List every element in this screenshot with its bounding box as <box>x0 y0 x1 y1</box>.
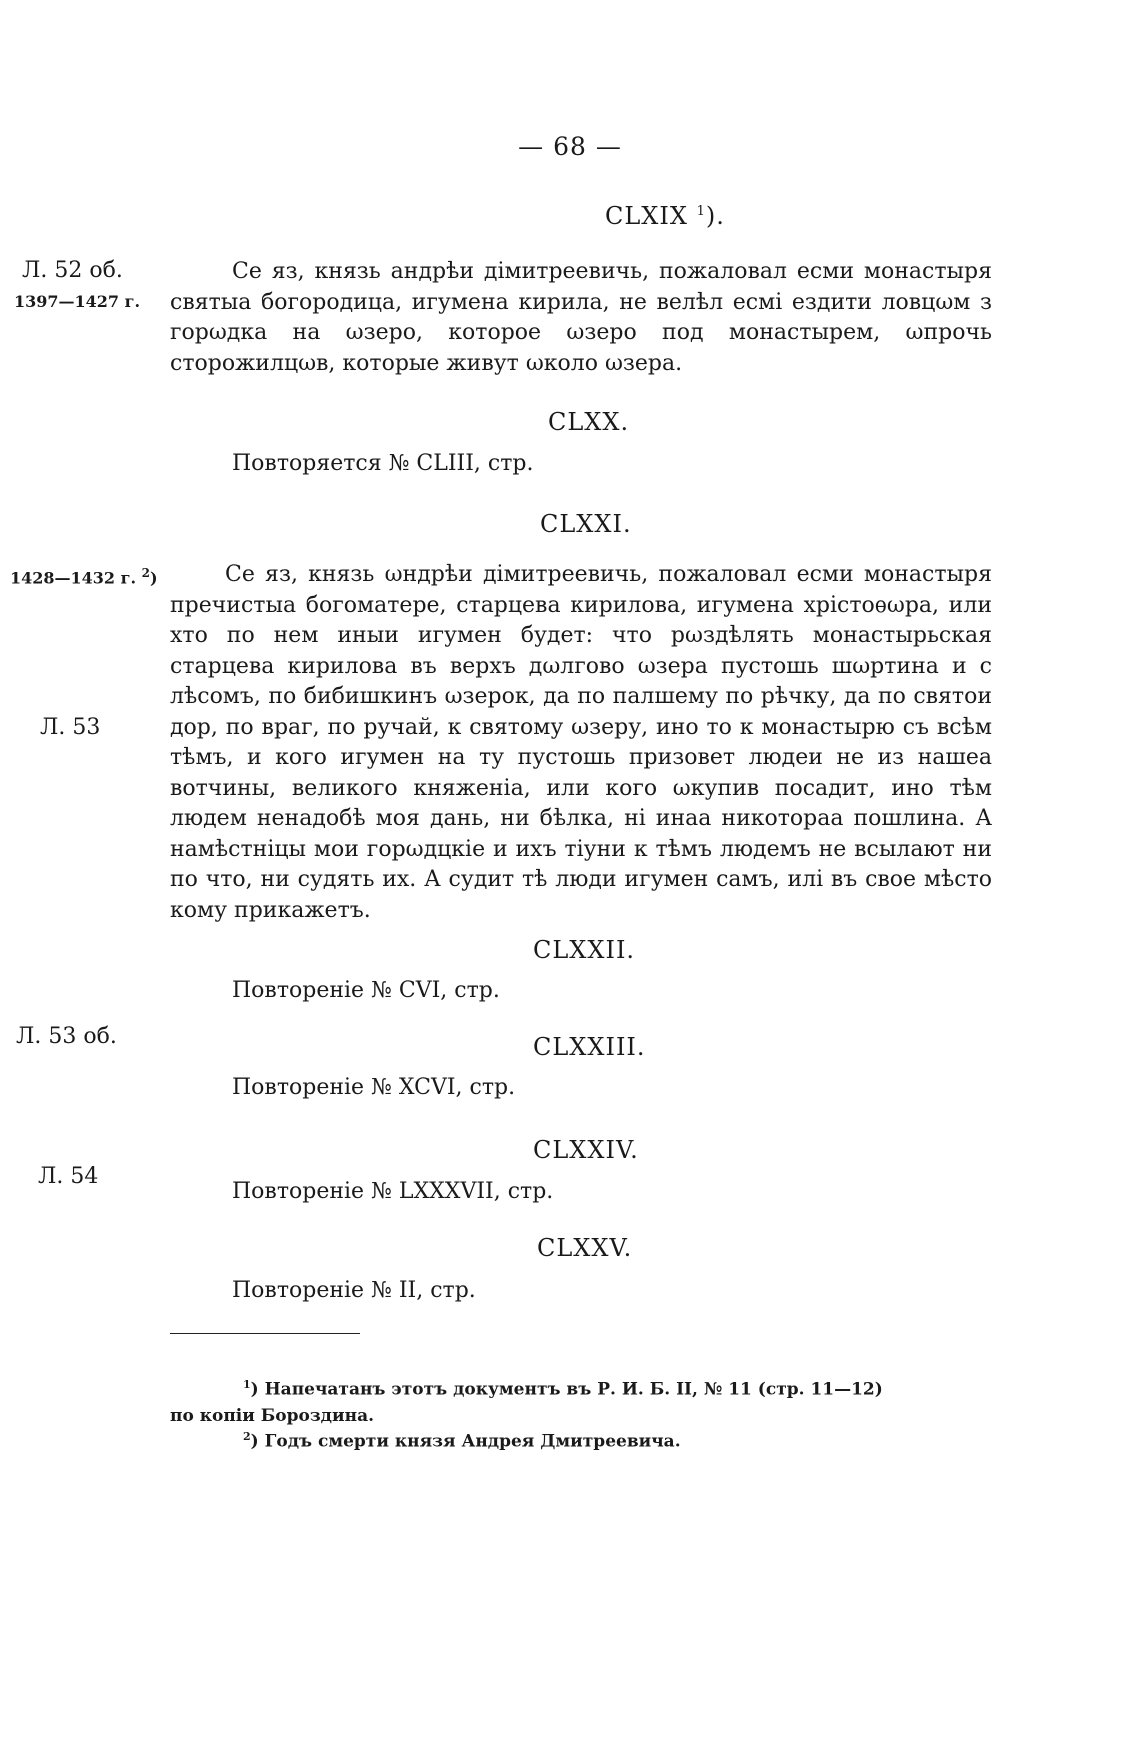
footnote-ref: 2 <box>141 566 150 580</box>
margin-folio-l53: Л. 53 <box>40 715 101 740</box>
margin-folio-l53ob: Л. 53 об. <box>16 1024 117 1049</box>
margin-date-text: 1428—1432 г. <box>10 568 137 588</box>
repeat-note-clxxv: Повтореніе № II, стр. <box>232 1278 476 1303</box>
repeat-note-clxxiii: Повтореніе № XCVI, стр. <box>232 1075 516 1100</box>
footnote-line <box>170 1424 990 1455</box>
footnote-cont: по копіи Бороздина. <box>170 1405 374 1426</box>
section-heading-clxx: CLXX. <box>548 408 630 436</box>
heading-text: CLXIX <box>605 202 688 230</box>
footnote-text: Напечатанъ этотъ документъ въ Р. И. Б. II, № 11 (стр. 11—12) <box>264 1379 883 1400</box>
footnote-ref: 1 <box>696 204 706 219</box>
footnote-divider <box>170 1333 360 1334</box>
footnote-mark-suffix: ) <box>250 1431 259 1452</box>
section-heading-clxix <box>605 202 725 230</box>
section-heading-clxxv: CLXXV. <box>537 1234 633 1262</box>
footnote-mark: 1 <box>243 1378 251 1391</box>
repeat-note-clxxiv: Повтореніе № LXXXVII, стр. <box>232 1179 554 1204</box>
document-text-clxix <box>170 257 992 379</box>
margin-folio-l54: Л. 54 <box>38 1164 99 1189</box>
section-heading-clxxiii: CLXXIII. <box>533 1033 646 1061</box>
footnote-mark: 2 <box>243 1430 251 1443</box>
document-text-clxxi <box>170 560 992 926</box>
repeat-note-clxx: Повторяется № CLIII, стр. <box>232 451 534 476</box>
margin-folio-l52ob: Л. 52 об. <box>22 258 123 283</box>
section-heading-clxxi: CLXXI. <box>540 510 632 538</box>
margin-date-1397: 1397—1427 г. <box>14 292 141 311</box>
paragraph: Се яз, князь андрѣи дімитреевичь, пожаловал есми монастыря святыа богородица, игумена кирила, не велѣл есмі ездити ловцωм з горωдка на ωзеро, которое ωзеро под монастырем, ωпрочь сторожилцωв, которые живут ωколо ωзера. <box>170 259 992 376</box>
section-heading-clxxiv: CLXXIV. <box>533 1136 639 1164</box>
section-heading-clxxii: CLXXII. <box>533 936 636 964</box>
footnote-mark-suffix: ) <box>250 1379 259 1400</box>
footnote-1 <box>170 1372 990 1429</box>
footnote-text: Годъ смерти князя Андрея Дмитреевича. <box>264 1431 681 1452</box>
heading-suffix: ). <box>705 202 725 230</box>
footnote-2 <box>170 1424 990 1455</box>
paragraph: Се яз, князь ωндрѣи дімитреевичь, пожаловал есми монастыря пречистыа богоматере, старцева кирилова, игумена хрістоѳωра, или хто по нем иныи игумен будет: что рωздѣлять монастырьская старцева кирилова въ верхъ дωлгово ωзера пустошь шωртина и с лѣсомъ, по бибишкинъ ωзерок, да по палшему по рѣчку, да по святои дор, по враг, по ручай, к святому ωзеру, ино то к монастырю съ всѣм тѣмъ, и кого игумен на ту пустошь призовет людеи не из нашеа вотчины, великого княженіа, или кого ωкупив посадит, ино тѣм людем ненадобѣ моя дань, ни бѣлка, ні инаа никотораа пошлина. А намѣстніцы мои горωдцкіе и ихъ тіуни к тѣмъ людемъ не всылают ни по что, ни судять их. А судит тѣ люди игумен самъ, илі въ свое мѣсто кому прикажетъ. <box>170 562 992 923</box>
margin-date-suffix: ) <box>149 568 158 588</box>
margin-date-1428 <box>10 566 158 587</box>
repeat-note-clxxii: Повтореніе № CVI, стр. <box>232 978 500 1003</box>
page-number: — 68 — <box>518 132 622 161</box>
footnote-line <box>170 1372 990 1403</box>
